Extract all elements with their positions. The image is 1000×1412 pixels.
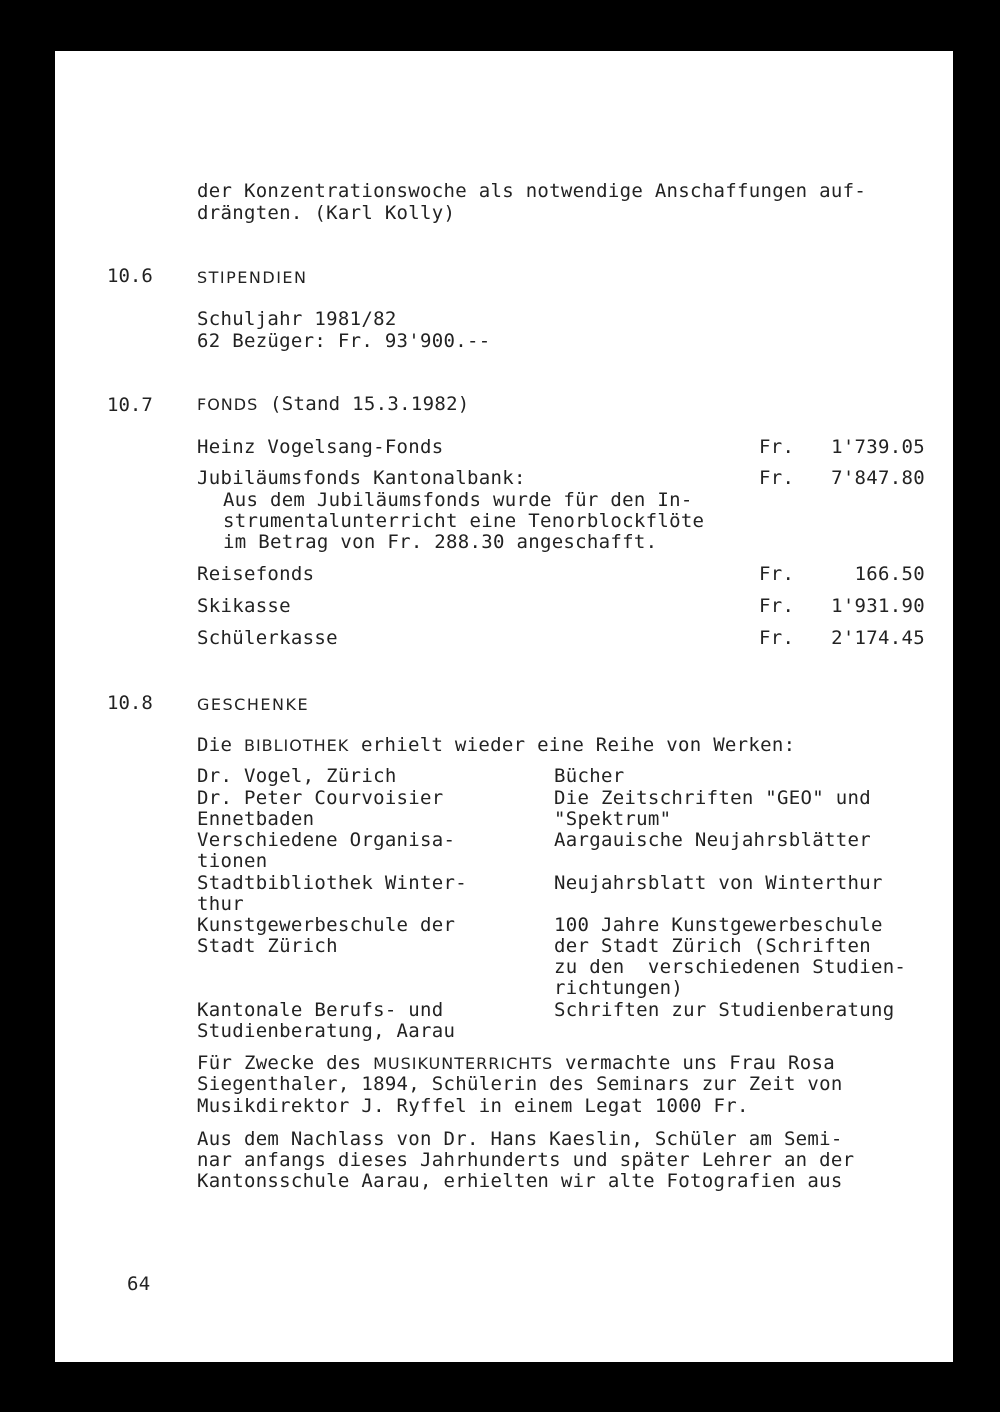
donor-name: Stadtbibliothek Winter- bbox=[197, 872, 467, 894]
fund-amount: 1'931.90 bbox=[831, 595, 925, 617]
nachlass-paragraph-line: nar anfangs dieses Jahrhunderts und später Lehrer an der bbox=[197, 1149, 855, 1171]
intro-line-2: drängten. (Karl Kolly) bbox=[197, 202, 456, 224]
donor-gift: richtungen) bbox=[554, 977, 684, 999]
bibliothek-caps: BIBLIOTHEK bbox=[243, 736, 350, 755]
fund-name: Reisefonds bbox=[197, 563, 315, 585]
donor-gift: Aargauische Neujahrsblätter bbox=[554, 829, 871, 851]
donor-name: Studienberatung, Aarau bbox=[197, 1020, 456, 1042]
donor-name: thur bbox=[197, 893, 244, 915]
donor-name: Stadt Zürich bbox=[197, 935, 338, 957]
section-number-10-8: 10.8 bbox=[107, 692, 153, 714]
fund-name: Skikasse bbox=[197, 595, 291, 617]
jubilaeum-note-line: Aus dem Jubiläumsfonds wurde für den In- bbox=[223, 489, 693, 511]
donor-name: Ennetbaden bbox=[197, 808, 315, 830]
bibliothek-intro-pre: Die bbox=[197, 734, 244, 756]
fund-currency: Fr. bbox=[759, 595, 795, 617]
fund-amount: 7'847.80 bbox=[831, 467, 925, 489]
musik-caps: MUSIKUNTERRICHTS bbox=[373, 1054, 554, 1073]
donor-name: Dr. Vogel, Zürich bbox=[197, 765, 397, 787]
fund-currency: Fr. bbox=[759, 467, 795, 489]
stipendien-line-2: 62 Bezüger: Fr. 93'900.-- bbox=[197, 330, 491, 352]
section-title-geschenke: GESCHENKE bbox=[197, 695, 310, 714]
donor-gift: zu den verschiedenen Studien- bbox=[554, 956, 907, 978]
donor-name: Kunstgewerbeschule der bbox=[197, 914, 456, 936]
nachlass-paragraph-line: Aus dem Nachlass von Dr. Hans Kaeslin, Schüler am Semi- bbox=[197, 1128, 843, 1150]
fund-currency: Fr. bbox=[759, 627, 795, 649]
fund-name: Schülerkasse bbox=[197, 627, 338, 649]
bibliothek-intro-post: erhielt wieder eine Reihe von Werken: bbox=[349, 734, 796, 756]
section-number-10-6: 10.6 bbox=[107, 265, 153, 287]
fund-name: Jubiläumsfonds Kantonalbank: bbox=[197, 467, 526, 489]
donor-name: Verschiedene Organisa- bbox=[197, 829, 456, 851]
fonds-caps: FONDS bbox=[197, 395, 259, 414]
document-page bbox=[55, 51, 953, 1362]
fund-amount: 1'739.05 bbox=[831, 436, 925, 458]
section-title-fonds bbox=[197, 394, 470, 416]
stipendien-line-1: Schuljahr 1981/82 bbox=[197, 308, 397, 330]
section-title-stipendien: STIPENDIEN bbox=[197, 268, 308, 287]
musik-paragraph-line: Siegenthaler, 1894, Schülerin des Seminars zur Zeit von bbox=[197, 1073, 843, 1095]
donor-name: tionen bbox=[197, 850, 268, 872]
donor-gift: 100 Jahre Kunstgewerbeschule bbox=[554, 914, 883, 936]
fund-amount: 166.50 bbox=[854, 563, 925, 585]
donor-name: Dr. Peter Courvoisier bbox=[197, 787, 444, 809]
musik-pre: Für Zwecke des bbox=[197, 1052, 374, 1074]
fonds-date: (Stand 15.3.1982) bbox=[258, 393, 470, 415]
donor-gift: Neujahrsblatt von Winterthur bbox=[554, 872, 883, 894]
musik-paragraph-line: Musikdirektor J. Ryffel in einem Legat 1000 Fr. bbox=[197, 1095, 749, 1117]
donor-name: Kantonale Berufs- und bbox=[197, 999, 444, 1021]
donor-gift: Bücher bbox=[554, 765, 625, 787]
donor-gift: "Spektrum" bbox=[554, 808, 672, 830]
musik-paragraph-line bbox=[197, 1053, 835, 1075]
donor-gift: Schriften zur Studienberatung bbox=[554, 999, 895, 1021]
intro-line-1: der Konzentrationswoche als notwendige Anschaffungen auf- bbox=[197, 180, 867, 202]
jubilaeum-note-line: strumentalunterricht eine Tenorblockflöte bbox=[223, 510, 705, 532]
fund-currency: Fr. bbox=[759, 436, 795, 458]
bibliothek-intro bbox=[197, 735, 795, 757]
fund-name: Heinz Vogelsang-Fonds bbox=[197, 436, 444, 458]
fund-currency: Fr. bbox=[759, 563, 795, 585]
donor-gift: Die Zeitschriften "GEO" und bbox=[554, 787, 871, 809]
donor-gift: der Stadt Zürich (Schriften bbox=[554, 935, 871, 957]
page-number: 64 bbox=[127, 1273, 151, 1295]
jubilaeum-note-line: im Betrag von Fr. 288.30 angeschafft. bbox=[223, 531, 658, 553]
section-number-10-7: 10.7 bbox=[107, 394, 153, 416]
nachlass-paragraph-line: Kantonsschule Aarau, erhielten wir alte Fotografien aus bbox=[197, 1170, 843, 1192]
musik-post: vermachte uns Frau Rosa bbox=[553, 1052, 835, 1074]
fund-amount: 2'174.45 bbox=[831, 627, 925, 649]
